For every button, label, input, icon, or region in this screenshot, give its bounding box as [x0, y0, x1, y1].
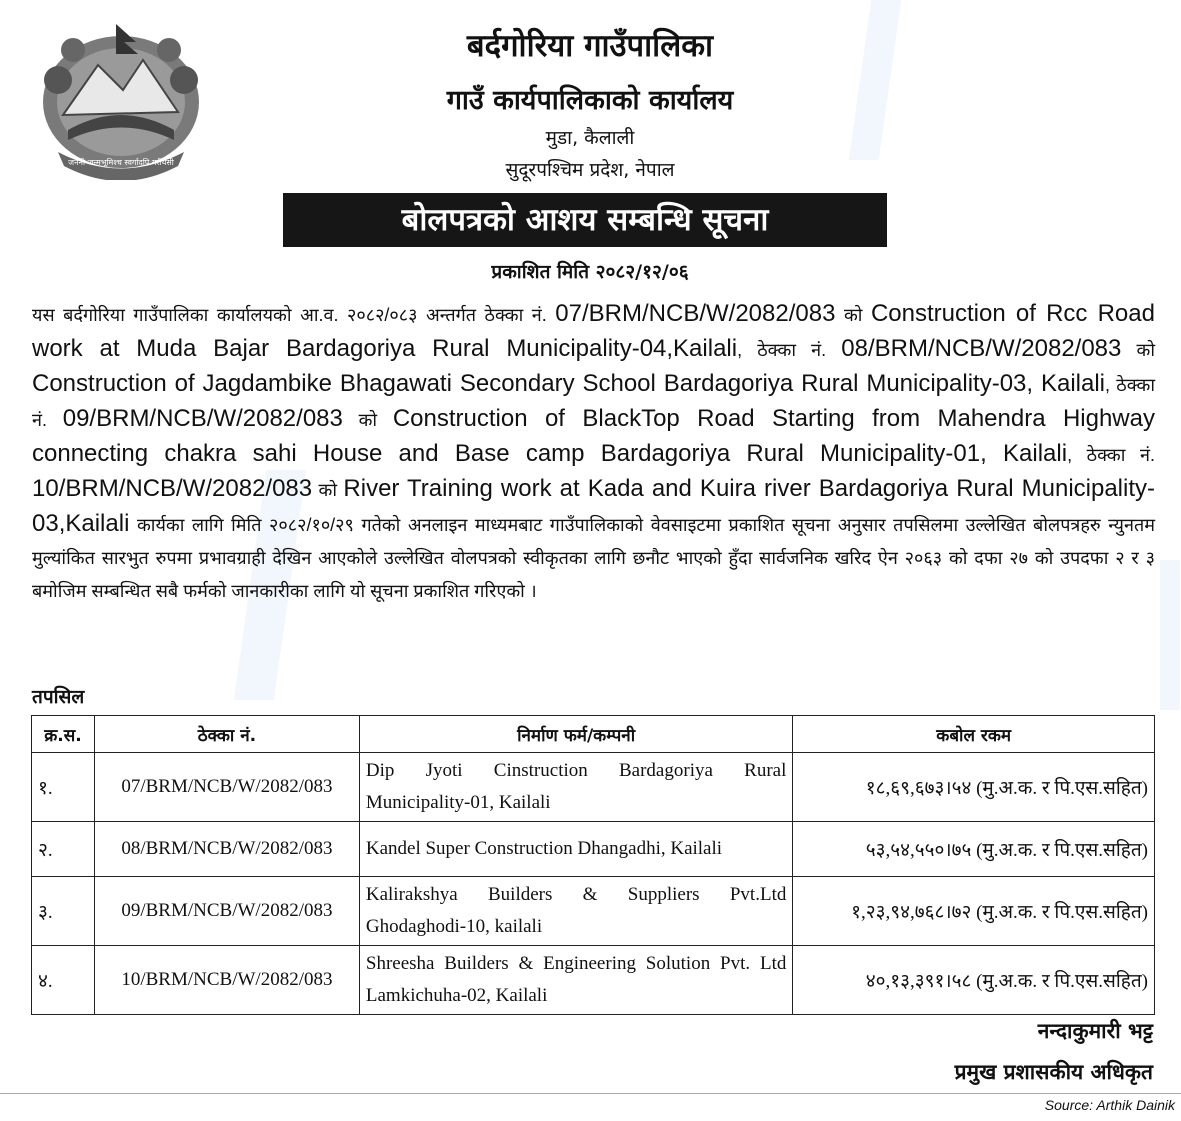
cell-contract-no: 08/BRM/NCB/W/2082/083 — [94, 822, 359, 877]
contract-no: 07/BRM/NCB/W/2082/083 — [555, 300, 836, 327]
cell-contract-no: 07/BRM/NCB/W/2082/083 — [94, 753, 359, 822]
header-serial: क्र.स. — [32, 716, 95, 753]
body-text: , ठेक्का नं. — [737, 340, 842, 360]
cell-firm: Dip Jyoti Cinstruction Bardagoriya Rural Municipality-01, Kailali — [359, 753, 792, 822]
cell-serial: ३. — [32, 877, 95, 946]
office-name: गाउँ कार्यपालिकाको कार्यालय — [446, 85, 734, 116]
cell-serial: ४. — [32, 946, 95, 1015]
cell-contract-no: 10/BRM/NCB/W/2082/083 — [94, 946, 359, 1015]
body-text: को — [312, 480, 344, 500]
source-credit: Source: Arthik Dainik — [1044, 1097, 1175, 1113]
contract-no: 08/BRM/NCB/W/2082/083 — [841, 335, 1122, 362]
notice-title-banner: बोलपत्रको आशय सम्बन्धि सूचना — [283, 193, 887, 247]
cell-amount: १८,६९,६७३।५४ (मु.अ.क. र पि.एस.सहित) — [793, 753, 1155, 822]
body-text: को — [835, 305, 871, 325]
body-text: को — [1121, 340, 1155, 360]
body-text: , ठेक्का नं. — [32, 375, 1155, 430]
signatory-title: प्रमुख प्रशासकीय अधिकृत — [954, 1060, 1153, 1084]
emblem-motto: जननी जन्मभूमिश्च स्वर्गादपि गरीयसी — [68, 158, 174, 167]
cell-firm: Kandel Super Construction Dhangadhi, Kailali — [359, 822, 792, 877]
cell-firm: Kalirakshya Builders & Suppliers Pvt.Ltd Ghodaghodi-10, kailali — [359, 877, 792, 946]
signatory-name: नन्दाकुमारी भट्ट — [1037, 1019, 1153, 1043]
cell-firm: Shreesha Builders & Engineering Solution Pvt. Ltd Lamkichuha-02, Kailali — [359, 946, 792, 1015]
notice-body — [32, 297, 1155, 608]
table-row — [32, 753, 1155, 822]
cell-amount: १,२३,९४,७६८।७२ (मु.अ.क. र पि.एस.सहित) — [793, 877, 1155, 946]
contract-no: 09/BRM/NCB/W/2082/083 — [62, 405, 343, 432]
contract-no: 10/BRM/NCB/W/2082/083 — [32, 475, 313, 502]
work-title: River Training work at Kada and Kuira river Bardagoriya Rural Municipality-03,Kailali — [32, 475, 1155, 537]
office-province: सुदूरपश्चिम प्रदेश, नेपाल — [505, 159, 675, 181]
header-firm: निर्माण फर्म/कम्पनी — [359, 716, 792, 753]
table-row — [32, 877, 1155, 946]
header-amount: कबोल रकम — [793, 716, 1155, 753]
cell-serial: २. — [32, 822, 95, 877]
schedule-heading: तपसिल — [32, 686, 85, 708]
cell-amount: ४०,१३,३९१।५८ (मु.अ.क. र पि.एस.सहित) — [793, 946, 1155, 1015]
municipality-name: बर्दगोरिया गाउँपालिका — [466, 28, 714, 64]
body-text: , ठेक्का नं. — [1067, 445, 1155, 465]
publish-date: प्रकाशित मिति २०८२/१२/०६ — [491, 261, 689, 283]
cell-serial: १. — [32, 753, 95, 822]
body-text: कार्यका लागि मिति २०८२/१०/२९ गतेको अनलाइन माध्यमबाट गाउँपालिकाको वेवसाइटमा प्रकाशित सूचना अनुसार तपसिलमा उल्लेखित बोलपत्रहरु न्युनतम मुल्यांकित सारभुत रुपमा प्रभावग्राही देखिन आएकोले उल्लेखित वोलपत्रको स्वीकृतका लागि छनौट भाएको हुँदा सार्वजनिक खरिद ऐन २०६३ को दफा २७ को उपदफा २ र ३ बमोजिम सम्बन्धित सबै फर्मको जानकारीका लागि यो सूचना प्रकाशित गरिएको । — [32, 515, 1155, 601]
work-title: Construction of Jagdambike Bhagawati Secondary School Bardagoriya Rural Municipality-03, Kailali — [32, 370, 1105, 397]
watermark-stripe — [1160, 560, 1180, 710]
cell-amount: ५३,५४,५५०।७५ (मु.अ.क. र पि.एस.सहित) — [793, 822, 1155, 877]
table-row — [32, 946, 1155, 1015]
table-header-row — [32, 716, 1155, 753]
tender-table — [31, 715, 1155, 1015]
header-contract-no: ठेक्का नं. — [94, 716, 359, 753]
table-row — [32, 822, 1155, 877]
footer-divider — [0, 1093, 1181, 1094]
body-text: को — [342, 410, 393, 430]
body-text: यस बर्दगोरिया गाउँपालिका कार्यालयको आ.व. २०८२/०८३ अन्तर्गत ठेक्का नं. — [32, 305, 556, 325]
nepal-emblem-icon — [28, 20, 214, 180]
office-location: मुडा, कैलाली — [545, 127, 635, 149]
cell-contract-no: 09/BRM/NCB/W/2082/083 — [94, 877, 359, 946]
work-title: Construction of Rcc Road work at Muda Bajar Bardagoriya Rural Municipality-04,Kailali — [32, 300, 1155, 362]
work-title: Construction of BlackTop Road Starting from Mahendra Highway connecting chakra sahi House and Base camp Bardagoriya Rural Municipality-01, Kailali — [32, 405, 1155, 467]
